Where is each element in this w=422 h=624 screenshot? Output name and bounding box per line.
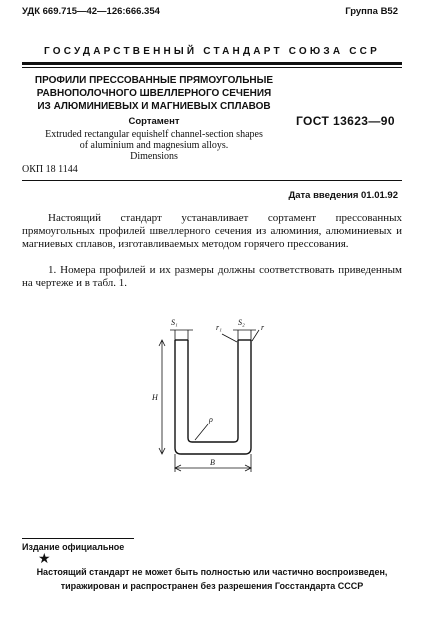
label-rho: ρ — [209, 415, 213, 424]
udk-code: УДК 669.715—42—126:666.354 — [22, 6, 160, 17]
footer-divider — [22, 538, 134, 539]
english-title — [22, 129, 286, 162]
banner-rule-thin — [22, 67, 402, 68]
title-line-2: РАВНОПОЛОЧНОГО ШВЕЛЛЕРНОГО СЕЧЕНИЯ — [36, 88, 272, 99]
document-subtitle: Сортамент — [128, 116, 180, 127]
label-b: B — [210, 458, 215, 467]
effective-date: Дата введения 01.01.92 — [288, 190, 398, 201]
label-s2: S₂ — [238, 318, 245, 327]
english-title-line-3: Dimensions — [130, 151, 178, 162]
english-title-line-2: of aluminium and magnesium alloys. — [79, 140, 229, 151]
banner-rule-thick — [22, 62, 402, 65]
gost-number: ГОСТ 13623—90 — [296, 114, 395, 128]
document-title — [22, 74, 286, 113]
paragraph-clause-1: 1. Номера профилей и их размеры должны соответствовать приведенным на чертеже и в табл. 1. — [22, 264, 402, 289]
copyright-line-1: Настоящий стандарт не может быть полностью или частично воспроизведен, — [36, 567, 388, 577]
title-line-1: ПРОФИЛИ ПРЕССОВАННЫЕ ПРЯМОУГОЛЬНЫЕ — [34, 75, 274, 86]
label-h: H — [152, 393, 158, 402]
okp-code: ОКП 18 1144 — [22, 164, 78, 175]
copyright-notice — [22, 565, 402, 593]
label-r: r — [261, 323, 265, 332]
copyright-line-2: тиражирован и распространен без разрешения Госстандарта СССР — [60, 581, 364, 591]
label-r1: r₁ — [216, 323, 222, 332]
standard-banner: ГОСУДАРСТВЕННЫЙ СТАНДАРТ СОЮЗА ССР — [44, 46, 380, 57]
title-line-3: ИЗ АЛЮМИНИЕВЫХ И МАГНИЕВЫХ СПЛАВОВ — [37, 101, 271, 112]
english-title-line-1: Extruded rectangular equishelf channel-section shapes — [45, 129, 263, 140]
group-code: Группа В52 — [345, 6, 398, 17]
paragraph-intro: Настоящий стандарт устанавливает сортамент прессованных прямоугольных профилей швеллерного сечения из алюминия, алюминиевых и магниевых сплавов, изготавливаемых методом горячего прессования. — [22, 212, 402, 250]
label-s1: S₁ — [171, 318, 178, 327]
edition-label: Издание официальное — [22, 542, 125, 552]
header-divider — [22, 180, 402, 181]
star-mark: ★ — [38, 552, 51, 567]
channel-profile-drawing — [140, 312, 280, 478]
